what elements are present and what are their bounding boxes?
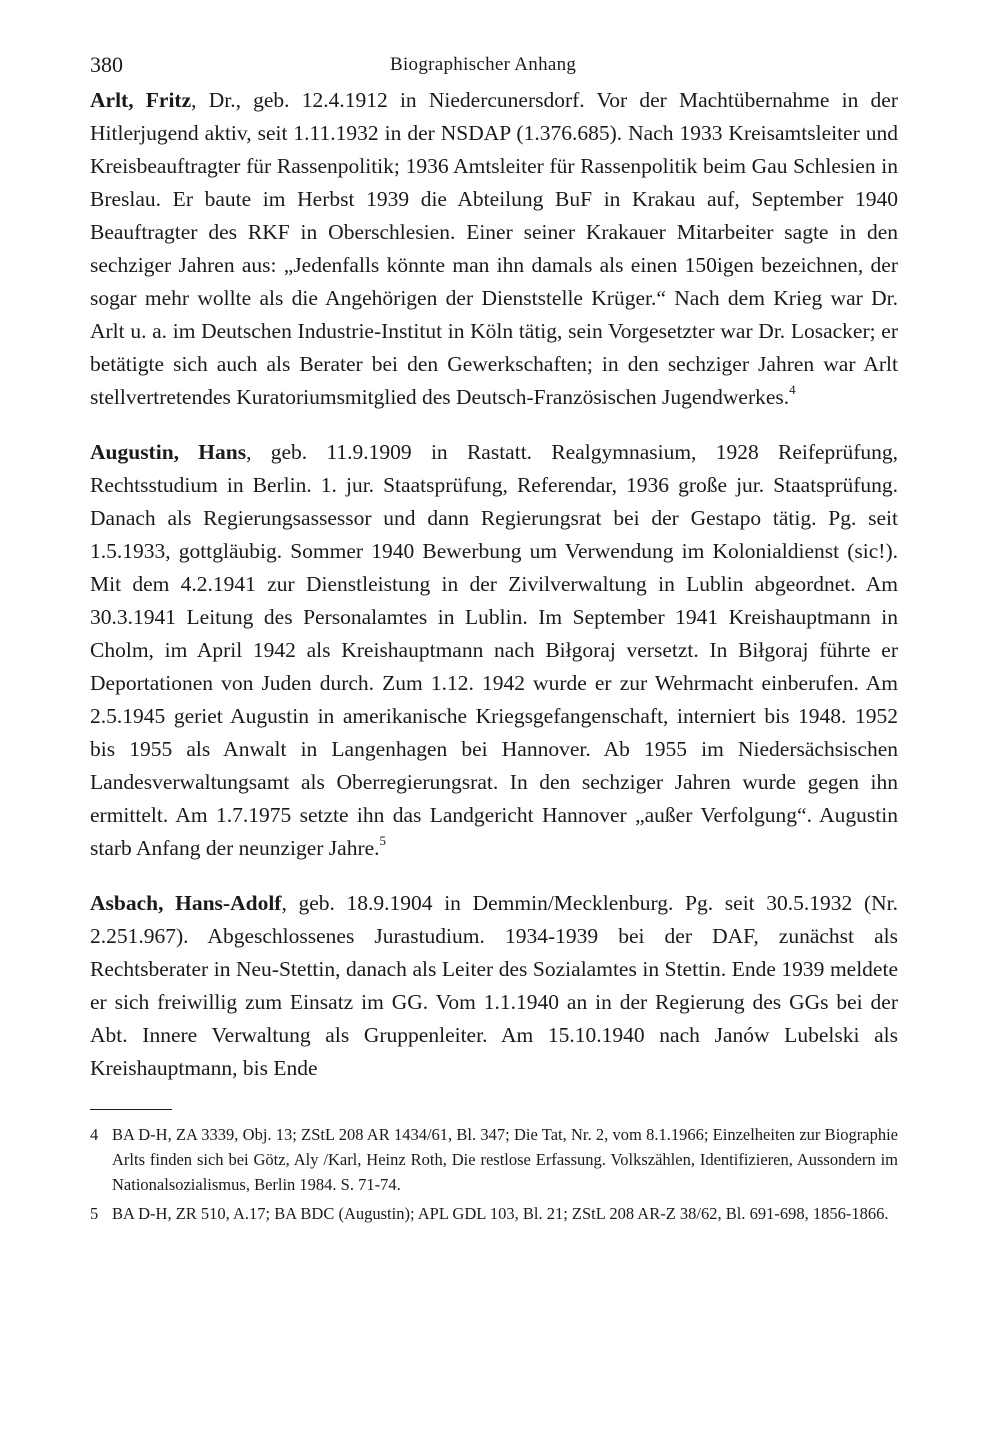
footnote-4	[90, 1122, 898, 1197]
entry-augustin	[90, 436, 898, 865]
running-title: Biographischer Anhang	[390, 54, 577, 75]
entry-asbach	[90, 887, 898, 1085]
entry-name: Arlt, Fritz	[90, 88, 192, 112]
footnote-text: BA D-H, ZR 510, A.17; BA BDC (Augustin); APL GDL 103, Bl. 21; ZStL 208 AR-Z 38/62, Bl. 691-698, 1856-1866.	[112, 1204, 889, 1223]
footnote-number: 5	[90, 1204, 99, 1223]
book-page	[90, 44, 898, 1230]
entry-text: , Dr., geb. 12.4.1912 in Niedercunersdorf. Vor der Machtübernahme in der Hitlerjugend aktiv, seit 1.11.1932 in der NSDAP (1.376.685). Nach 1933 Kreisamtsleiter und Kreisbeauftragter für Rassenpolitik; 1936 Amtsleiter für Rassenpolitik beim Gau Schlesien in Breslau. Er baute im Herbst 1939 die Abteilung BuF in Krakau auf, September 1940 Beauftragter des RKF in Oberschlesien. Einer seiner Krakauer Mitarbeiter sagte in den sechziger Jahren aus: „Jedenfalls könnte man ihn damals als einen 150igen bezeichnen, der sogar mehr wollte als die Angehörigen der Dienststelle Krüger.“ Nach dem Krieg war Dr. Arlt u. a. im Deutschen Industrie-Institut in Köln tätig, sein Vorgesetzter war Dr. Losacker; er betätigte sich auch als Berater bei den Gewerkschaften; in den sechziger Jahren war Arlt stellvertretendes Kuratoriumsmitglied des Deutsch-Französischen Jugendwerkes.	[90, 88, 898, 409]
footnote-ref: 4	[789, 381, 796, 397]
footnote-separator	[90, 1109, 172, 1110]
entry-arlt	[90, 84, 898, 414]
running-head	[90, 44, 898, 84]
footnotes	[90, 1122, 898, 1226]
entry-text: , geb. 11.9.1909 in Rastatt. Realgymnasium, 1928 Reifeprüfung, Rechtsstudium in Berlin. 1. jur. Staatsprüfung, Referendar, 1936 große jur. Staatsprüfung. Danach als Regierungsassessor und dann Regierungsrat bei der Gestapo tätig. Pg. seit 1.5.1933, gottgläubig. Sommer 1940 Bewerbung um Verwendung im Kolonialdienst (sic!). Mit dem 4.2.1941 zur Dienstleistung in der Zivilverwaltung in Lublin abgeordnet. Am 30.3.1941 Leitung des Personalamtes in Lublin. Im September 1941 Kreishauptmann in Cholm, im April 1942 als Kreishauptmann nach Biłgoraj versetzt. In Biłgoraj führte er Deportationen von Juden durch. Zum 1.12. 1942 wurde er zur Wehrmacht einberufen. Am 2.5.1945 geriet Augustin in amerikanische Kriegsgefangenschaft, interniert bis 1948. 1952 bis 1955 als Anwalt in Langenhagen bei Hannover. Ab 1955 im Niedersächsischen Landesverwaltungsamt als Oberregierungsrat. In den sechziger Jahren wurde gegen ihn ermittelt. Am 1.7.1975 setzte ihn das Landgericht Hannover „außer Verfolgung“. Augustin starb Anfang der neunziger Jahre.	[90, 440, 898, 860]
footnote-number: 4	[90, 1125, 99, 1144]
entry-text: , geb. 18.9.1904 in Demmin/Mecklenburg. Pg. seit 30.5.1932 (Nr. 2.251.967). Abgeschlossenes Jurastudium. 1934-1939 bei der DAF, zunächst als Rechtsberater in Neu-Stettin, danach als Leiter des Sozialamtes in Stettin. Ende 1939 meldete er sich freiwillig zum Einsatz im GG. Vom 1.1.1940 an in der Regierung des GGs bei der Abt. Innere Verwaltung als Gruppenleiter. Am 15.10.1940 nach Janów Lubelski als Kreishauptmann, bis Ende	[90, 891, 898, 1080]
entry-name: Augustin, Hans	[90, 440, 247, 464]
footnote-text: BA D-H, ZA 3339, Obj. 13; ZStL 208 AR 1434/61, Bl. 347; Die Tat, Nr. 2, vom 8.1.1966; Einzelheiten zur Biographie Arlts finden sich bei Götz, Aly /Karl, Heinz Roth, Die restlose Erfassung. Volkszählen, Identifizieren, Aussondern im Nationalsozialismus, Berlin 1984. S. 71-74.	[112, 1125, 898, 1194]
footnote-ref: 5	[379, 832, 387, 848]
page-number: 380	[90, 52, 123, 77]
entry-name: Asbach, Hans-Adolf	[90, 891, 282, 915]
footnote-5	[90, 1201, 898, 1226]
